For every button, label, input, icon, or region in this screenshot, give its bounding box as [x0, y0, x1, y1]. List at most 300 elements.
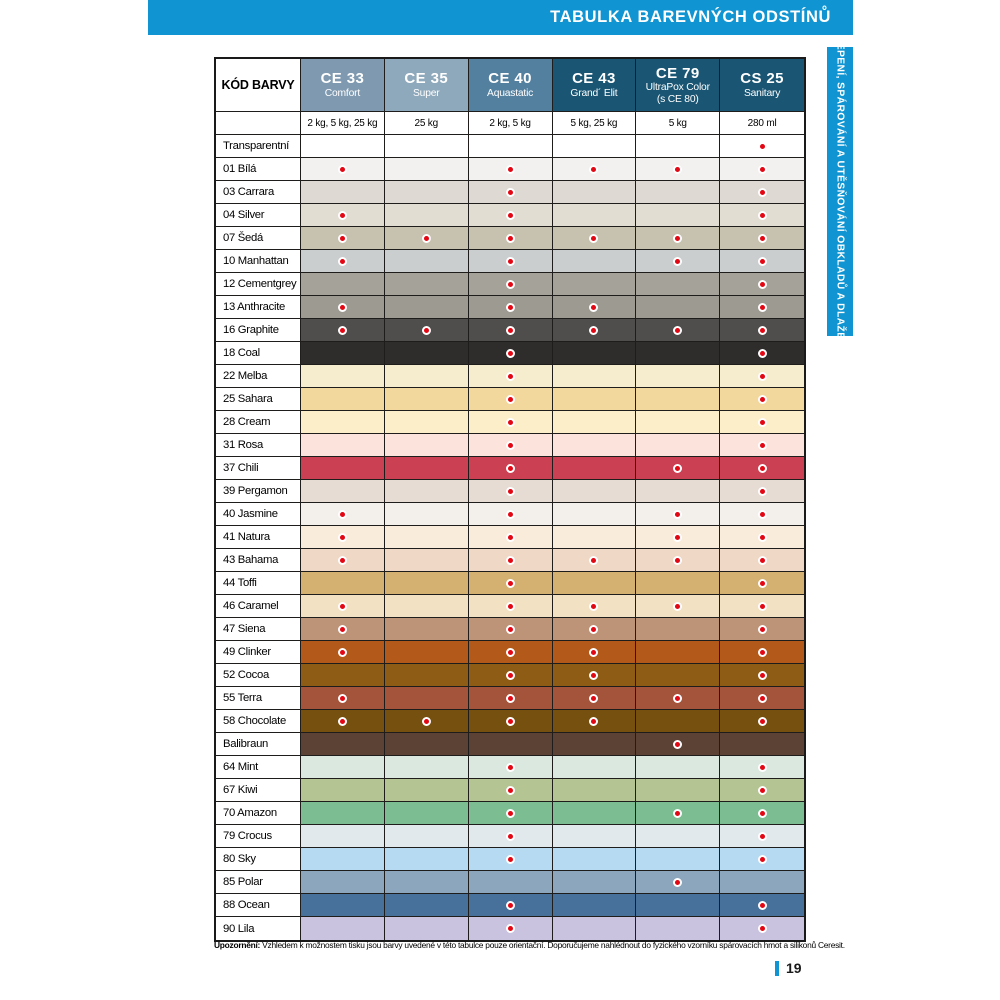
color-row — [216, 802, 804, 825]
availability-cell — [636, 687, 720, 709]
availability-cell — [469, 227, 553, 249]
availability-cell — [301, 319, 385, 341]
availability-dot-icon — [589, 303, 598, 312]
availability-cell — [301, 227, 385, 249]
availability-dot-icon — [758, 717, 767, 726]
availability-cell — [385, 296, 469, 318]
availability-cell — [301, 710, 385, 732]
row-label: 40 Jasmine — [216, 503, 301, 525]
availability-dot-icon — [758, 188, 767, 197]
row-label: 10 Manhattan — [216, 250, 301, 272]
row-label: 25 Sahara — [216, 388, 301, 410]
availability-cell — [301, 917, 385, 940]
availability-dot-icon — [338, 165, 347, 174]
availability-dot-icon — [506, 510, 515, 519]
page-title-bar — [148, 0, 853, 35]
product-name: Super — [413, 87, 440, 99]
availability-cell — [301, 618, 385, 640]
color-row — [216, 687, 804, 710]
footnote — [214, 940, 854, 950]
availability-cell — [720, 365, 804, 387]
package-corner-cell — [216, 112, 301, 134]
availability-cell — [720, 710, 804, 732]
availability-dot-icon — [758, 464, 767, 473]
availability-cell — [720, 158, 804, 180]
color-row — [216, 319, 804, 342]
availability-cell — [553, 779, 637, 801]
availability-cell — [301, 825, 385, 847]
row-label: Balibraun — [216, 733, 301, 755]
availability-cell — [553, 503, 637, 525]
availability-cell — [385, 273, 469, 295]
page-number-value: 19 — [786, 960, 802, 976]
availability-cell — [385, 526, 469, 548]
availability-cell — [720, 526, 804, 548]
availability-cell — [301, 273, 385, 295]
color-row — [216, 549, 804, 572]
availability-dot-icon — [758, 395, 767, 404]
availability-cell — [301, 641, 385, 663]
availability-cell — [636, 917, 720, 940]
availability-cell — [301, 342, 385, 364]
column-header-ce-35 — [385, 59, 469, 111]
availability-dot-icon — [506, 349, 515, 358]
availability-dot-icon — [506, 464, 515, 473]
availability-cell — [636, 756, 720, 778]
product-code: CE 43 — [572, 70, 616, 88]
color-row — [216, 204, 804, 227]
package-size: 2 kg, 5 kg — [469, 112, 553, 134]
row-label: 44 Toffi — [216, 572, 301, 594]
availability-cell — [720, 204, 804, 226]
availability-cell — [469, 641, 553, 663]
availability-cell — [385, 135, 469, 157]
availability-dot-icon — [758, 441, 767, 450]
availability-cell — [385, 802, 469, 824]
color-row — [216, 894, 804, 917]
color-row — [216, 250, 804, 273]
package-size: 25 kg — [385, 112, 469, 134]
availability-dot-icon — [506, 487, 515, 496]
color-row — [216, 526, 804, 549]
availability-dot-icon — [506, 211, 515, 220]
availability-cell — [385, 227, 469, 249]
availability-dot-icon — [758, 234, 767, 243]
row-label: 70 Amazon — [216, 802, 301, 824]
availability-cell — [301, 595, 385, 617]
product-code: CE 33 — [320, 70, 365, 88]
availability-cell — [553, 825, 637, 847]
availability-cell — [469, 273, 553, 295]
row-label: 47 Siena — [216, 618, 301, 640]
availability-cell — [636, 411, 720, 433]
availability-cell — [469, 480, 553, 502]
availability-cell — [469, 319, 553, 341]
availability-cell — [636, 710, 720, 732]
availability-cell — [720, 779, 804, 801]
color-row — [216, 296, 804, 319]
availability-cell — [469, 802, 553, 824]
availability-cell — [385, 687, 469, 709]
availability-dot-icon — [506, 165, 515, 174]
row-label: 37 Chili — [216, 457, 301, 479]
availability-dot-icon — [758, 257, 767, 266]
availability-dot-icon — [758, 763, 767, 772]
availability-cell — [469, 204, 553, 226]
availability-cell — [553, 664, 637, 686]
availability-dot-icon — [758, 694, 767, 703]
availability-cell — [720, 296, 804, 318]
availability-dot-icon — [758, 165, 767, 174]
availability-cell — [720, 342, 804, 364]
column-header-ce-40 — [469, 59, 553, 111]
availability-cell — [636, 181, 720, 203]
availability-dot-icon — [673, 464, 682, 473]
availability-cell — [385, 158, 469, 180]
availability-cell — [720, 825, 804, 847]
availability-cell — [636, 342, 720, 364]
availability-dot-icon — [506, 579, 515, 588]
column-header-ce-33 — [301, 59, 385, 111]
availability-cell — [636, 572, 720, 594]
color-row — [216, 181, 804, 204]
color-shade-table — [214, 57, 806, 942]
row-label: 67 Kiwi — [216, 779, 301, 801]
availability-cell — [636, 825, 720, 847]
color-row — [216, 664, 804, 687]
package-size-row — [216, 112, 804, 135]
availability-dot-icon — [506, 533, 515, 542]
availability-cell — [301, 135, 385, 157]
product-code: CE 35 — [404, 70, 449, 88]
availability-cell — [553, 595, 637, 617]
availability-cell — [553, 549, 637, 571]
availability-cell — [553, 733, 637, 755]
availability-dot-icon — [338, 234, 347, 243]
availability-dot-icon — [758, 326, 767, 335]
color-row — [216, 158, 804, 181]
color-row — [216, 434, 804, 457]
availability-cell — [553, 802, 637, 824]
availability-dot-icon — [758, 671, 767, 680]
availability-cell — [469, 894, 553, 916]
availability-cell — [636, 434, 720, 456]
package-size: 280 ml — [720, 112, 804, 134]
availability-cell — [553, 756, 637, 778]
availability-dot-icon — [758, 533, 767, 542]
availability-cell — [469, 572, 553, 594]
row-label: 46 Caramel — [216, 595, 301, 617]
row-label: 80 Sky — [216, 848, 301, 870]
color-row — [216, 733, 804, 756]
availability-cell — [385, 342, 469, 364]
availability-dot-icon — [422, 234, 431, 243]
package-size: 5 kg, 25 kg — [553, 112, 637, 134]
availability-cell — [720, 618, 804, 640]
availability-cell — [636, 641, 720, 663]
row-label: 13 Anthracite — [216, 296, 301, 318]
availability-dot-icon — [758, 142, 767, 151]
row-label: 90 Lila — [216, 917, 301, 940]
color-row — [216, 273, 804, 296]
availability-cell — [469, 825, 553, 847]
availability-cell — [301, 296, 385, 318]
availability-dot-icon — [589, 671, 598, 680]
availability-dot-icon — [506, 809, 515, 818]
color-row — [216, 848, 804, 871]
availability-cell — [385, 917, 469, 940]
availability-cell — [720, 756, 804, 778]
availability-dot-icon — [506, 855, 515, 864]
availability-dot-icon — [338, 625, 347, 634]
availability-cell — [553, 480, 637, 502]
availability-cell — [636, 503, 720, 525]
availability-dot-icon — [506, 556, 515, 565]
availability-cell — [636, 802, 720, 824]
availability-cell — [553, 342, 637, 364]
availability-cell — [720, 687, 804, 709]
column-header-ce-43 — [553, 59, 637, 111]
row-label: 58 Chocolate — [216, 710, 301, 732]
availability-dot-icon — [758, 280, 767, 289]
availability-dot-icon — [338, 694, 347, 703]
availability-cell — [553, 848, 637, 870]
color-row — [216, 503, 804, 526]
availability-cell — [720, 503, 804, 525]
availability-dot-icon — [506, 602, 515, 611]
availability-cell — [720, 595, 804, 617]
row-label: 64 Mint — [216, 756, 301, 778]
availability-cell — [301, 894, 385, 916]
availability-cell — [469, 158, 553, 180]
availability-cell — [720, 388, 804, 410]
availability-cell — [301, 503, 385, 525]
availability-dot-icon — [758, 786, 767, 795]
availability-cell — [385, 250, 469, 272]
availability-dot-icon — [506, 372, 515, 381]
availability-cell — [301, 526, 385, 548]
availability-dot-icon — [506, 671, 515, 680]
color-row — [216, 871, 804, 894]
availability-dot-icon — [758, 648, 767, 657]
product-name: Sanitary — [743, 87, 781, 99]
availability-cell — [301, 687, 385, 709]
page-title: TABULKA BAREVNÝCH ODSTÍNŮ — [550, 8, 831, 26]
availability-cell — [469, 411, 553, 433]
row-label: 39 Pergamon — [216, 480, 301, 502]
availability-cell — [553, 457, 637, 479]
availability-cell — [301, 411, 385, 433]
availability-dot-icon — [506, 625, 515, 634]
color-row — [216, 917, 804, 940]
availability-cell — [553, 135, 637, 157]
availability-dot-icon — [673, 326, 682, 335]
availability-dot-icon — [506, 303, 515, 312]
availability-cell — [301, 181, 385, 203]
row-label: 22 Melba — [216, 365, 301, 387]
availability-cell — [385, 365, 469, 387]
availability-dot-icon — [506, 257, 515, 266]
availability-cell — [553, 687, 637, 709]
color-row — [216, 227, 804, 250]
availability-cell — [301, 434, 385, 456]
product-subname: (s CE 80) — [656, 93, 699, 105]
availability-dot-icon — [758, 349, 767, 358]
availability-cell — [385, 894, 469, 916]
availability-cell — [720, 434, 804, 456]
availability-cell — [720, 917, 804, 940]
availability-cell — [385, 319, 469, 341]
availability-cell — [469, 181, 553, 203]
availability-dot-icon — [506, 280, 515, 289]
color-row — [216, 342, 804, 365]
availability-cell — [636, 549, 720, 571]
section-side-tab — [827, 35, 853, 348]
availability-cell — [720, 871, 804, 893]
color-row — [216, 779, 804, 802]
availability-cell — [385, 595, 469, 617]
availability-cell — [301, 250, 385, 272]
availability-dot-icon — [506, 924, 515, 933]
availability-cell — [301, 572, 385, 594]
availability-cell — [385, 733, 469, 755]
availability-dot-icon — [338, 303, 347, 312]
product-name: Grand´ Elit — [570, 87, 618, 99]
availability-dot-icon — [758, 418, 767, 427]
color-row — [216, 135, 804, 158]
availability-dot-icon — [758, 372, 767, 381]
availability-cell — [720, 319, 804, 341]
availability-cell — [385, 756, 469, 778]
availability-cell — [469, 342, 553, 364]
availability-cell — [385, 848, 469, 870]
row-label: 55 Terra — [216, 687, 301, 709]
row-label: 12 Cementgrey — [216, 273, 301, 295]
availability-dot-icon — [506, 418, 515, 427]
availability-cell — [720, 549, 804, 571]
product-name: UltraPox Color — [645, 81, 710, 93]
availability-dot-icon — [758, 855, 767, 864]
color-row — [216, 572, 804, 595]
availability-cell — [385, 457, 469, 479]
page-number-bar-icon — [775, 961, 779, 976]
footnote-label: Upozornění: — [214, 940, 261, 950]
row-label: 18 Coal — [216, 342, 301, 364]
availability-cell — [553, 319, 637, 341]
availability-cell — [469, 917, 553, 940]
availability-cell — [636, 135, 720, 157]
availability-cell — [385, 503, 469, 525]
availability-cell — [469, 871, 553, 893]
footnote-text: Vzhledem k možnostem tisku jsou barvy uvedené v této tabulce pouze orientační. Doporučujeme nahlédnout do fyzického vzorníku spárovacích hmot a silikonů Ceresit. — [260, 940, 845, 950]
availability-cell — [469, 296, 553, 318]
availability-dot-icon — [758, 487, 767, 496]
availability-cell — [301, 480, 385, 502]
availability-dot-icon — [589, 648, 598, 657]
availability-cell — [469, 733, 553, 755]
availability-dot-icon — [338, 648, 347, 657]
row-label: 31 Rosa — [216, 434, 301, 456]
availability-cell — [636, 848, 720, 870]
availability-cell — [385, 664, 469, 686]
availability-cell — [469, 549, 553, 571]
availability-dot-icon — [758, 832, 767, 841]
availability-cell — [636, 457, 720, 479]
availability-cell — [720, 733, 804, 755]
color-row — [216, 457, 804, 480]
availability-cell — [301, 204, 385, 226]
row-label: 41 Natura — [216, 526, 301, 548]
availability-cell — [469, 457, 553, 479]
availability-dot-icon — [589, 694, 598, 703]
color-row — [216, 411, 804, 434]
row-label: 88 Ocean — [216, 894, 301, 916]
availability-cell — [469, 618, 553, 640]
availability-dot-icon — [589, 717, 598, 726]
availability-dot-icon — [758, 602, 767, 611]
availability-cell — [720, 664, 804, 686]
availability-dot-icon — [758, 510, 767, 519]
product-code: CE 79 — [655, 64, 700, 82]
availability-cell — [636, 204, 720, 226]
availability-cell — [385, 871, 469, 893]
availability-dot-icon — [758, 556, 767, 565]
availability-cell — [385, 388, 469, 410]
availability-cell — [301, 871, 385, 893]
availability-dot-icon — [673, 510, 682, 519]
availability-dot-icon — [589, 625, 598, 634]
availability-cell — [636, 871, 720, 893]
availability-dot-icon — [506, 717, 515, 726]
availability-cell — [636, 894, 720, 916]
row-label: 07 Šedá — [216, 227, 301, 249]
availability-cell — [385, 181, 469, 203]
color-row — [216, 480, 804, 503]
availability-cell — [385, 618, 469, 640]
table-body — [216, 135, 804, 940]
color-row — [216, 618, 804, 641]
availability-dot-icon — [506, 694, 515, 703]
availability-dot-icon — [506, 763, 515, 772]
availability-dot-icon — [338, 257, 347, 266]
availability-cell — [636, 526, 720, 548]
availability-dot-icon — [506, 832, 515, 841]
availability-cell — [720, 572, 804, 594]
availability-cell — [385, 710, 469, 732]
availability-dot-icon — [758, 579, 767, 588]
availability-dot-icon — [589, 165, 598, 174]
color-row — [216, 710, 804, 733]
package-size: 2 kg, 5 kg, 25 kg — [301, 112, 385, 134]
availability-dot-icon — [589, 556, 598, 565]
availability-cell — [469, 250, 553, 272]
availability-dot-icon — [758, 901, 767, 910]
availability-cell — [301, 388, 385, 410]
availability-dot-icon — [673, 602, 682, 611]
row-label: 03 Carrara — [216, 181, 301, 203]
availability-dot-icon — [673, 234, 682, 243]
availability-cell — [553, 710, 637, 732]
availability-dot-icon — [589, 234, 598, 243]
availability-cell — [553, 894, 637, 916]
availability-dot-icon — [338, 717, 347, 726]
availability-cell — [301, 549, 385, 571]
availability-cell — [720, 457, 804, 479]
availability-cell — [385, 825, 469, 847]
availability-cell — [469, 664, 553, 686]
availability-cell — [553, 365, 637, 387]
availability-dot-icon — [506, 441, 515, 450]
